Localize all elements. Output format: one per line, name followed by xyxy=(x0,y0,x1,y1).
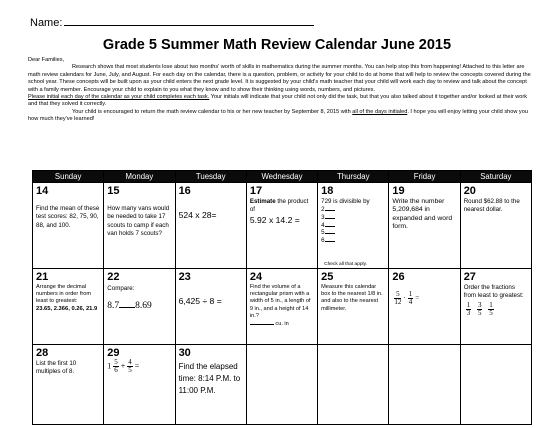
date-number: 25 xyxy=(321,271,334,283)
date-number: 26 xyxy=(392,271,405,283)
fraction: $\frac{1}{4}$ xyxy=(408,290,413,306)
day-header: Sunday xyxy=(33,171,104,183)
date-number: 18 xyxy=(321,185,334,197)
day-cell[interactable] xyxy=(104,183,175,269)
day-cell[interactable] xyxy=(33,269,104,345)
letter-paragraph-2-rest: Your initials will indicate that your child not only did the task, but that you also talked about it together and/or looked at their work and that they solved it correctly. xyxy=(28,94,528,108)
task-text: Compare: xyxy=(107,285,135,292)
task-note: Check all that apply. xyxy=(324,262,367,267)
task-text: Find the elapsed time: 8:14 P.M. to 11:00 P.M. xyxy=(178,362,241,395)
task-expression: 5.92 x 14.2 = xyxy=(249,214,300,225)
name-field[interactable] xyxy=(30,15,314,29)
name-blank-line[interactable] xyxy=(64,15,314,26)
date-number: 30 xyxy=(178,347,191,359)
day-header: Friday xyxy=(389,171,460,183)
date-number: 27 xyxy=(463,271,476,283)
day-header: Tuesday xyxy=(175,171,246,183)
option-3[interactable]: 3 xyxy=(321,214,334,221)
letter-p3-underlined: all of the days initialed xyxy=(352,108,408,115)
letter-p3-end: . I hope you will enjoy letting your child show you how much they've learned! xyxy=(28,108,528,123)
letter-instruction: Please initial each day of the calendar as your child completes each task. xyxy=(28,94,210,101)
divisibility-options xyxy=(321,206,385,244)
date-number: 19 xyxy=(392,185,405,197)
option-4[interactable]: 4 xyxy=(321,222,334,229)
day-header: Thursday xyxy=(318,171,389,183)
task-text: 524 x 28= xyxy=(178,210,217,220)
fraction: $\frac{1}{3}$ xyxy=(466,300,471,317)
date-number: 16 xyxy=(178,185,191,197)
task-text xyxy=(250,198,314,215)
date-number: 15 xyxy=(107,185,120,197)
day-cell[interactable] xyxy=(175,269,246,345)
day-cell[interactable] xyxy=(389,183,460,269)
task-text: List the first 10 multiples of 8. xyxy=(36,360,77,376)
letter-paragraph-2 xyxy=(28,94,536,109)
compare-expression: 8.7 8.69 xyxy=(107,301,152,312)
answer-line[interactable]: cu. in xyxy=(250,320,314,328)
letter-p3-start: Your child is encouraged to return the math review calendar to his or her new teacher by September 8, 2015 with xyxy=(72,108,353,115)
day-cell[interactable] xyxy=(460,183,531,269)
day-header: Saturday xyxy=(460,171,531,183)
fraction: $\frac{1}{5}$ xyxy=(489,300,493,317)
option-5[interactable]: 5 xyxy=(321,229,334,236)
day-cell[interactable] xyxy=(246,345,317,425)
name-label: Name: xyxy=(30,17,63,29)
decimal-values: 23.65, 2.366, 0.26, 21.9 xyxy=(36,305,98,312)
date-number: 24 xyxy=(249,271,263,283)
task-text-rest: the product of xyxy=(249,198,309,214)
day-cell[interactable] xyxy=(246,183,317,269)
date-number: 21 xyxy=(36,271,49,283)
week-row xyxy=(33,183,532,269)
letter-paragraph-1: Research shows that most students lose about two months' worth of skills in mathematics during the summer months. You can help stop this from happening! Attached to this letter are math review calendars for June, July, and August. For each day on the calendar, there is a question, problem, or activity for your child to do at home that will help to review the concepts covered during the school year. These concepts will be built upon as your child enters the next grade level. It is suggested by your child's math teacher that your child will work each day to review and talk about the concept with a family member. Encourage your child to explain to you what they know and to show their thinking using words, numbers, and pictures. xyxy=(28,64,531,93)
week-row xyxy=(33,269,532,345)
mixed-number-expression: 1 $\frac{5}{6}$ + $\frac{4}{5}$ = xyxy=(107,358,140,374)
day-header: Wednesday xyxy=(246,171,317,183)
calendar-table xyxy=(32,170,532,425)
day-cell[interactable] xyxy=(389,345,460,425)
day-cell[interactable] xyxy=(389,269,460,345)
option-2[interactable]: 2 xyxy=(321,206,334,213)
estimate-word: Estimate xyxy=(249,198,276,205)
task-text: Order the fractions from least to greatest: xyxy=(463,284,524,300)
task-text: Measure this calendar box to the nearest 1/8 in. and also to the nearest millimeter. xyxy=(321,284,383,312)
date-number: 29 xyxy=(107,347,120,359)
fraction: $\frac{5}{12}$ xyxy=(394,290,402,306)
fraction: $\frac{3}{5}$ xyxy=(477,300,482,317)
day-cell[interactable] xyxy=(318,183,389,269)
task-text: How many vans would be needed to take 17 scouts to camp if each van holds 7 scouts? xyxy=(107,205,170,238)
day-cell[interactable] xyxy=(33,183,104,269)
compare-blank[interactable] xyxy=(119,307,135,308)
day-cell[interactable] xyxy=(175,183,246,269)
option-6[interactable]: 6 xyxy=(321,237,334,244)
letter-greeting: Dear Families, xyxy=(28,57,65,63)
day-header-row xyxy=(33,171,532,183)
task-text: 729 is divisible by xyxy=(321,198,370,205)
task-text: Arrange the decimal numbers in order from least to greatest: xyxy=(36,284,92,305)
day-cell[interactable] xyxy=(460,345,531,425)
day-cell[interactable] xyxy=(33,345,104,425)
date-number: 17 xyxy=(249,185,263,197)
fraction: $\frac{4}{5}$ xyxy=(128,358,132,374)
fraction: $\frac{5}{6}$ xyxy=(114,358,118,374)
fraction-expression: $\frac{5}{12}$ · $\frac{1}{4}$ = xyxy=(394,290,420,306)
date-number: 14 xyxy=(36,185,49,197)
date-number: 28 xyxy=(36,347,49,359)
date-number: 20 xyxy=(463,185,476,197)
day-header: Monday xyxy=(104,171,175,183)
day-cell[interactable] xyxy=(246,269,317,345)
task-text: 6,425 ÷ 8 = xyxy=(178,296,222,306)
day-cell[interactable] xyxy=(104,269,175,345)
task-text: Find the mean of these test scores: 82, 75, 90, 88, and 100. xyxy=(36,205,100,229)
day-cell[interactable] xyxy=(318,345,389,425)
date-number: 23 xyxy=(178,271,191,283)
day-cell[interactable] xyxy=(104,345,175,425)
letter-paragraph-3 xyxy=(28,109,536,124)
task-text: Round $62.88 to the nearest dollar. xyxy=(463,198,520,214)
family-letter xyxy=(28,57,536,124)
day-cell[interactable] xyxy=(175,345,246,425)
day-cell[interactable] xyxy=(318,269,389,345)
week-row xyxy=(33,345,532,425)
task-text: Find the volume of a rectangular prism with a width of 5 in., a length of 9 in., and a height of 14 in.? xyxy=(249,284,311,319)
day-cell[interactable] xyxy=(460,269,531,345)
task-text: Write the number 5,209,684 in expanded and word form. xyxy=(392,198,453,231)
date-number: 22 xyxy=(107,271,120,283)
page-title: Grade 5 Summer Math Review Calendar June 2015 xyxy=(102,37,452,53)
fraction-list xyxy=(464,302,528,317)
